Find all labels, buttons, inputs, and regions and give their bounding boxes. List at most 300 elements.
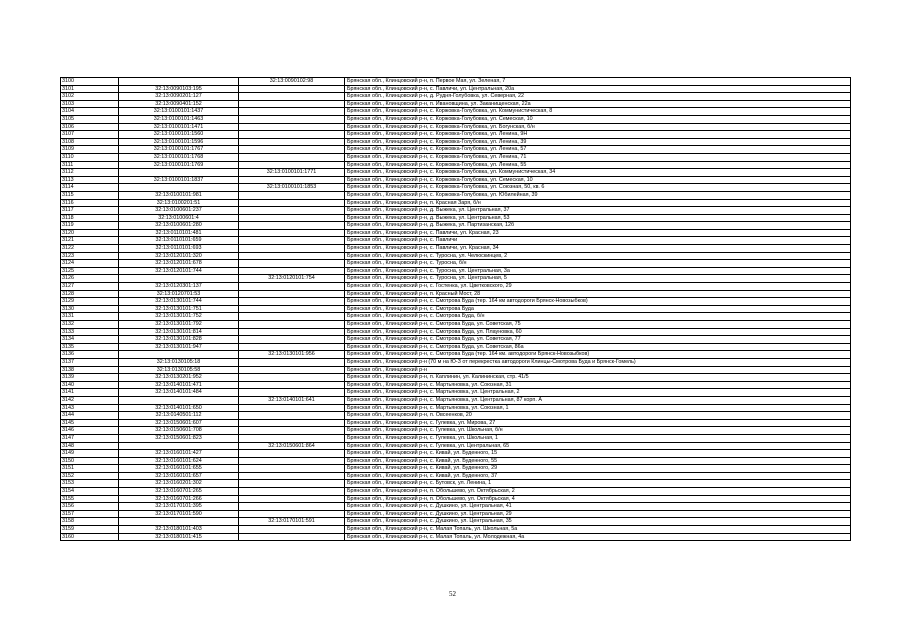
row-number-cell: 3112	[61, 169, 119, 177]
cadastral-number-alt-cell	[239, 100, 345, 108]
row-number-cell: 3146	[61, 427, 119, 435]
cadastral-number-cell: 32:13:0160101:427	[119, 450, 239, 458]
cadastral-number-cell: 32:13:0120701:53	[119, 290, 239, 298]
table-row	[61, 366, 851, 374]
cadastral-number-alt-cell	[239, 267, 345, 275]
row-number-cell: 3104	[61, 108, 119, 116]
cadastral-number-alt-cell	[239, 526, 345, 534]
address-cell: Брянская обл., Клинцовский р-н (70 м на Ю-З от перекрестка автодороги Клинцы-Смотрова Буда и Брянск-Гомель)	[345, 358, 851, 366]
row-number-cell: 3140	[61, 381, 119, 389]
address-cell: Брянская обл., Клинцовский р-н, с. Смотрова Буда (тер. 164 км автодороги Брянск-Новозыбков)	[345, 298, 851, 306]
cadastral-number-alt-cell	[239, 146, 345, 154]
cadastral-number-alt-cell	[239, 260, 345, 268]
row-number-cell: 3148	[61, 442, 119, 450]
cadastral-number-alt-cell	[239, 123, 345, 131]
cadastral-number-alt-cell	[239, 404, 345, 412]
row-number-cell: 3116	[61, 199, 119, 207]
table-row	[61, 131, 851, 139]
row-number-cell: 3137	[61, 358, 119, 366]
cadastral-number-cell: 32:13:0100101:1769	[119, 161, 239, 169]
table-row	[61, 343, 851, 351]
address-cell: Брянская обл., Клинцовский р-н, с. Смотрова Буда, ул. Советская, 75	[345, 321, 851, 329]
row-number-cell: 3115	[61, 191, 119, 199]
row-number-cell: 3136	[61, 351, 119, 359]
row-number-cell: 3107	[61, 131, 119, 139]
address-cell: Брянская обл., Клинцовский р-н, с. Коржовка-Голубовка, ул. Семеская, 10	[345, 115, 851, 123]
address-cell: Брянская обл., Клинцовский р-н, д. Рудня-Голубовка, ул. Северная, 22	[345, 93, 851, 101]
row-number-cell: 3111	[61, 161, 119, 169]
address-cell: Брянская обл., Клинцовский р-н, с. Павличи, ул. Центральная, 20а	[345, 85, 851, 93]
cadastral-number-alt-cell	[239, 108, 345, 116]
cadastral-number-alt-cell	[239, 427, 345, 435]
cadastral-number-cell	[119, 169, 239, 177]
row-number-cell: 3159	[61, 526, 119, 534]
address-cell: Брянская обл., Клинцовский р-н, с. Кивай, ул. Буденного, 29	[345, 465, 851, 473]
address-cell: Брянская обл., Клинцовский р-н, с. Душкино, ул. Центральная, 35	[345, 518, 851, 526]
table-row	[61, 518, 851, 526]
cadastral-number-cell	[119, 78, 239, 86]
table-row	[61, 419, 851, 427]
address-cell: Брянская обл., Клинцовский р-н, с. Смотрова Буда (тер. 164 км. автодороги Брянск-Новозыбков)	[345, 351, 851, 359]
table-row	[61, 503, 851, 511]
address-cell: Брянская обл., Клинцовский р-н, с. Гулевка, ул. Центральная, 65	[345, 442, 851, 450]
table-row	[61, 495, 851, 503]
address-cell: Брянская обл., Клинцовский р-н, с. Коржовка-Голубовка, ул. Ленина, 57	[345, 146, 851, 154]
row-number-cell: 3149	[61, 450, 119, 458]
cadastral-number-alt-cell	[239, 245, 345, 253]
row-number-cell: 3142	[61, 396, 119, 404]
cadastral-number-cell: 32:13:0130105:18	[119, 358, 239, 366]
table-row	[61, 457, 851, 465]
row-number-cell: 3153	[61, 480, 119, 488]
address-cell: Брянская обл., Клинцовский р-н, с. Душкино, ул. Центральная, 29	[345, 510, 851, 518]
table-row	[61, 214, 851, 222]
cadastral-number-alt-cell	[239, 366, 345, 374]
cadastral-number-alt-cell	[239, 305, 345, 313]
table-row	[61, 321, 851, 329]
cadastral-number-alt-cell	[239, 336, 345, 344]
cadastral-number-cell: 32:13:0180101:403	[119, 526, 239, 534]
row-number-cell: 3154	[61, 488, 119, 496]
cadastral-number-alt-cell	[239, 419, 345, 427]
row-number-cell: 3100	[61, 78, 119, 86]
cadastral-number-alt-cell	[239, 138, 345, 146]
row-number-cell: 3130	[61, 305, 119, 313]
cadastral-number-alt-cell	[239, 472, 345, 480]
cadastral-number-cell: 32:13:0120301:137	[119, 283, 239, 291]
cadastral-number-alt-cell	[239, 298, 345, 306]
cadastral-number-cell: 32:13:0090401:152	[119, 100, 239, 108]
cadastral-number-alt-cell	[239, 412, 345, 420]
table-row	[61, 184, 851, 192]
cadastral-number-alt-cell	[239, 510, 345, 518]
table-row	[61, 336, 851, 344]
table-row	[61, 533, 851, 541]
table-row	[61, 313, 851, 321]
row-number-cell: 3106	[61, 123, 119, 131]
cadastral-number-cell: 32:13:0100101:1437	[119, 108, 239, 116]
table-row	[61, 199, 851, 207]
cadastral-number-alt-cell	[239, 283, 345, 291]
address-cell: Брянская обл., Клинцовский р-н, п. Каплинин, ул. Калининская, стр. 41/5	[345, 374, 851, 382]
row-number-cell: 3103	[61, 100, 119, 108]
address-cell: Брянская обл., Клинцовский р-н, с. Мартьяновка, ул. Союзная, 31	[345, 381, 851, 389]
cadastral-number-alt-cell: 32:13:0130101:956	[239, 351, 345, 359]
address-cell: Брянская обл., Клинцовский р-н, п. Красная Заря, б/н	[345, 199, 851, 207]
address-cell: Брянская обл., Клинцовский р-н	[345, 366, 851, 374]
table-row	[61, 108, 851, 116]
address-cell: Брянская обл., Клинцовский р-н, д. Выжека, ул. Центральная, 37	[345, 207, 851, 215]
cadastral-number-cell: 32:13:0100601:280	[119, 222, 239, 230]
address-cell: Брянская обл., Клинцовский р-н, с. Гулевка, ул. Школьная, 1	[345, 434, 851, 442]
address-cell: Брянская обл., Клинцовский р-н, с. Малая Топаль, ул. Школьная, 5а	[345, 526, 851, 534]
table-row	[61, 229, 851, 237]
table-row	[61, 434, 851, 442]
address-cell: Брянская обл., Клинцовский р-н, с. Коржовка-Голубовка, ул. Семеская, 10	[345, 176, 851, 184]
cadastral-number-alt-cell	[239, 252, 345, 260]
cadastral-number-cell	[119, 518, 239, 526]
address-cell: Брянская обл., Клинцовский р-н, с. Павличи, ул. Красная, 34	[345, 245, 851, 253]
address-cell: Брянская обл., Клинцовский р-н, с. Душкино, ул. Центральная, 41	[345, 503, 851, 511]
row-number-cell: 3110	[61, 153, 119, 161]
address-cell: Брянская обл., Клинцовский р-н, с. Коржовка-Голубовка, ул. Ленина, 71	[345, 153, 851, 161]
address-cell: Брянская обл., Клинцовский р-н, п. Обольшево, ул. Октябрьская, 4	[345, 495, 851, 503]
cadastral-number-cell: 32:13:0130201:952	[119, 374, 239, 382]
cadastral-number-alt-cell: 32:13:0090102:98	[239, 78, 345, 86]
row-number-cell: 3139	[61, 374, 119, 382]
row-number-cell: 3144	[61, 412, 119, 420]
cadastral-number-cell: 32:13:0100101:1768	[119, 153, 239, 161]
table-row	[61, 488, 851, 496]
table-row	[61, 389, 851, 397]
table-row	[61, 85, 851, 93]
cadastral-number-cell: 32:13:0130101:828	[119, 336, 239, 344]
row-number-cell: 3138	[61, 366, 119, 374]
cadastral-number-alt-cell	[239, 214, 345, 222]
table-row	[61, 450, 851, 458]
registry-table	[60, 77, 851, 541]
address-cell: Брянская обл., Клинцовский р-н, с. Мартьяновка, ул. Центральная, 2	[345, 389, 851, 397]
cadastral-number-cell: 32:13:0150601:823	[119, 434, 239, 442]
cadastral-number-cell: 32:13:0100101:1463	[119, 115, 239, 123]
row-number-cell: 3118	[61, 214, 119, 222]
address-cell: Брянская обл., Клинцовский р-н, с. Туросна, б/н	[345, 260, 851, 268]
table-row	[61, 237, 851, 245]
cadastral-number-cell: 32:13:0100101:1767	[119, 146, 239, 154]
table-row	[61, 404, 851, 412]
row-number-cell: 3155	[61, 495, 119, 503]
address-cell: Брянская обл., Клинцовский р-н, с. Павличи	[345, 237, 851, 245]
cadastral-number-cell: 32:13:0140101:471	[119, 381, 239, 389]
cadastral-number-alt-cell: 32:13:0100101:1771	[239, 169, 345, 177]
cadastral-number-cell: 32:13:0160701:265	[119, 488, 239, 496]
table-row	[61, 191, 851, 199]
row-number-cell: 3132	[61, 321, 119, 329]
cadastral-number-cell: 32:13:0160101:655	[119, 465, 239, 473]
cadastral-number-alt-cell	[239, 229, 345, 237]
cadastral-number-cell: 32:13:0110101:693	[119, 245, 239, 253]
row-number-cell: 3121	[61, 237, 119, 245]
address-cell: Брянская обл., Клинцовский р-н, с. Бутовск, ул. Ленина, 1	[345, 480, 851, 488]
address-cell: Брянская обл., Клинцовский р-н, с. Кивай, ул. Буденного, 15	[345, 450, 851, 458]
address-cell: Брянская обл., Клинцовский р-н, п. Красный Мост, 28	[345, 290, 851, 298]
address-cell: Брянская обл., Клинцовский р-н, п. Первое Мая, ул. Зеленая, 7	[345, 78, 851, 86]
table-row	[61, 267, 851, 275]
row-number-cell: 3117	[61, 207, 119, 215]
row-number-cell: 3150	[61, 457, 119, 465]
cadastral-number-cell: 32:13:0090103:195	[119, 85, 239, 93]
table-row	[61, 510, 851, 518]
row-number-cell: 3101	[61, 85, 119, 93]
table-row	[61, 351, 851, 359]
cadastral-number-alt-cell	[239, 115, 345, 123]
cadastral-number-cell: 32:13:0110101:659	[119, 237, 239, 245]
address-cell: Брянская обл., Клинцовский р-н, с. Смотрова Буда, ул. Советская, 86а	[345, 343, 851, 351]
address-cell: Брянская обл., Клинцовский р-н, д. Выжека, ул. Центральная, 53	[345, 214, 851, 222]
row-number-cell: 3109	[61, 146, 119, 154]
cadastral-number-alt-cell	[239, 488, 345, 496]
table-row	[61, 472, 851, 480]
cadastral-number-alt-cell	[239, 176, 345, 184]
cadastral-number-alt-cell	[239, 495, 345, 503]
table-row	[61, 245, 851, 253]
cadastral-number-cell: 32:13:0170101:395	[119, 503, 239, 511]
row-number-cell: 3123	[61, 252, 119, 260]
table-row	[61, 146, 851, 154]
cadastral-number-cell: 32:13:0100101:1560	[119, 131, 239, 139]
address-cell: Брянская обл., Клинцовский р-н, с. Коржовка-Голубовка, ул. Коммунистическая, 8	[345, 108, 851, 116]
cadastral-number-cell: 32:13:0160201:302	[119, 480, 239, 488]
table-row	[61, 161, 851, 169]
table-row	[61, 412, 851, 420]
row-number-cell: 3158	[61, 518, 119, 526]
cadastral-number-cell: 32:13:0120101:320	[119, 252, 239, 260]
address-cell: Брянская обл., Клинцовский р-н, п. Обольшево, ул. Октябрьская, 2	[345, 488, 851, 496]
address-cell: Брянская обл., Клинцовский р-н, с. Гостенка, ул. Цветковского, 29	[345, 283, 851, 291]
cadastral-number-alt-cell	[239, 161, 345, 169]
row-number-cell: 3127	[61, 283, 119, 291]
cadastral-number-alt-cell	[239, 313, 345, 321]
row-number-cell: 3134	[61, 336, 119, 344]
cadastral-number-cell: 32:13:0130101:792	[119, 321, 239, 329]
row-number-cell: 3157	[61, 510, 119, 518]
cadastral-number-cell: 32:13:0160701:266	[119, 495, 239, 503]
row-number-cell: 3128	[61, 290, 119, 298]
table-row	[61, 207, 851, 215]
row-number-cell: 3129	[61, 298, 119, 306]
cadastral-number-alt-cell: 32:13:0100101:1853	[239, 184, 345, 192]
table-row	[61, 381, 851, 389]
cadastral-number-cell: 32:13:0170101:590	[119, 510, 239, 518]
table-row	[61, 305, 851, 313]
cadastral-number-cell: 32:13:0100201:51	[119, 199, 239, 207]
row-number-cell: 3102	[61, 93, 119, 101]
cadastral-number-cell: 32:13:0130101:751	[119, 305, 239, 313]
cadastral-number-cell: 32:13:0130101:947	[119, 343, 239, 351]
table-row	[61, 78, 851, 86]
cadastral-number-alt-cell	[239, 131, 345, 139]
cadastral-number-cell: 32:13:0130101:814	[119, 328, 239, 336]
address-cell: Брянская обл., Клинцовский р-н, п. Овсеенков, 20	[345, 412, 851, 420]
table-row	[61, 427, 851, 435]
cadastral-number-cell: 32:13:0120101:744	[119, 267, 239, 275]
address-cell: Брянская обл., Клинцовский р-н, с. Кивай, ул. Буденного, 37	[345, 472, 851, 480]
cadastral-number-alt-cell	[239, 343, 345, 351]
row-number-cell: 3125	[61, 267, 119, 275]
address-cell: Брянская обл., Клинцовский р-н, с. Туросна, ул. Центральная, 5	[345, 275, 851, 283]
cadastral-number-cell: 32:13:0130105:58	[119, 366, 239, 374]
cadastral-number-cell: 32:13:0160101:624	[119, 457, 239, 465]
cadastral-number-alt-cell	[239, 374, 345, 382]
cadastral-number-cell: 32:13:0100101:1837	[119, 176, 239, 184]
cadastral-number-cell: 32:13:0110101:481	[119, 229, 239, 237]
table-row	[61, 465, 851, 473]
address-cell: Брянская обл., Клинцовский р-н, с. Малая Топаль, ул. Молодежная, 4а	[345, 533, 851, 541]
address-cell: Брянская обл., Клинцовский р-н, с. Гулевка, ул. Мирова, 27	[345, 419, 851, 427]
cadastral-number-alt-cell	[239, 503, 345, 511]
address-cell: Брянская обл., Клинцовский р-н, с. Туросна, ул. Центральная, 3а	[345, 267, 851, 275]
table-row	[61, 480, 851, 488]
table-row	[61, 283, 851, 291]
row-number-cell: 3141	[61, 389, 119, 397]
cadastral-number-cell: 32:13:0100601:4	[119, 214, 239, 222]
address-cell: Брянская обл., Клинцовский р-н, с. Туросна, ул. Челюскинцев, 2	[345, 252, 851, 260]
cadastral-number-cell: 32:13:0100101:1596	[119, 138, 239, 146]
cadastral-number-cell	[119, 351, 239, 359]
table-row	[61, 396, 851, 404]
row-number-cell: 3143	[61, 404, 119, 412]
cadastral-number-alt-cell: 32:13:0120101:754	[239, 275, 345, 283]
row-number-cell: 3160	[61, 533, 119, 541]
table-row	[61, 115, 851, 123]
table-row	[61, 526, 851, 534]
address-cell: Брянская обл., Клинцовский р-н, с. Коржовка-Голубовка, ул. Ленина, 39	[345, 138, 851, 146]
cadastral-number-cell: 32:13:0150601:607	[119, 419, 239, 427]
cadastral-number-alt-cell	[239, 290, 345, 298]
address-cell: Брянская обл., Клинцовский р-н, с. Смотрова Буда	[345, 305, 851, 313]
cadastral-number-cell: 32:13:0100101:981	[119, 191, 239, 199]
address-cell: Брянская обл., Клинцовский р-н, с. Коржовка-Голубовка, ул. Юбилейная, 39	[345, 191, 851, 199]
row-number-cell: 3147	[61, 434, 119, 442]
cadastral-number-alt-cell	[239, 533, 345, 541]
cadastral-number-cell: 32:13:0130101:744	[119, 298, 239, 306]
cadastral-number-cell: 32:13:0100101:1471	[119, 123, 239, 131]
cadastral-number-alt-cell	[239, 358, 345, 366]
cadastral-number-alt-cell: 32:13:0170101:591	[239, 518, 345, 526]
cadastral-number-alt-cell	[239, 457, 345, 465]
row-number-cell: 3145	[61, 419, 119, 427]
address-cell: Брянская обл., Клинцовский р-н, с. Коржовка-Голубовка, ул. Ленина, 9Н	[345, 131, 851, 139]
table-row	[61, 275, 851, 283]
row-number-cell: 3151	[61, 465, 119, 473]
cadastral-number-cell: 32:13:0150601:708	[119, 427, 239, 435]
cadastral-number-cell: 32:13:0140101:650	[119, 404, 239, 412]
address-cell: Брянская обл., Клинцовский р-н, с. Мартьяновка, ул. Союзная, 1	[345, 404, 851, 412]
cadastral-number-cell: 32:13:0090201:127	[119, 93, 239, 101]
registry-table-body	[61, 78, 851, 541]
cadastral-number-cell	[119, 275, 239, 283]
address-cell: Брянская обл., Клинцовский р-н, п. Ивановщина, ул. Заканищенская, 22а	[345, 100, 851, 108]
table-row	[61, 442, 851, 450]
table-row	[61, 138, 851, 146]
address-cell: Брянская обл., Клинцовский р-н, с. Коржовка-Голубовка, ул. Богунская, б/н	[345, 123, 851, 131]
table-row	[61, 153, 851, 161]
address-cell: Брянская обл., Клинцовский р-н, с. Гулевка, ул. Школьная, б/н	[345, 427, 851, 435]
cadastral-number-alt-cell	[239, 153, 345, 161]
row-number-cell: 3114	[61, 184, 119, 192]
row-number-cell: 3131	[61, 313, 119, 321]
table-row	[61, 252, 851, 260]
cadastral-number-cell: 32:13:0180101:415	[119, 533, 239, 541]
row-number-cell: 3113	[61, 176, 119, 184]
address-cell: Брянская обл., Клинцовский р-н, д. Выжека, ул. Партизанская, 12б	[345, 222, 851, 230]
cadastral-number-cell: 32:13:0160101:657	[119, 472, 239, 480]
cadastral-number-alt-cell	[239, 199, 345, 207]
table-row	[61, 100, 851, 108]
table-row	[61, 222, 851, 230]
cadastral-number-alt-cell	[239, 93, 345, 101]
row-number-cell: 3124	[61, 260, 119, 268]
cadastral-number-cell: 32:13:0120101:678	[119, 260, 239, 268]
row-number-cell: 3156	[61, 503, 119, 511]
row-number-cell: 3108	[61, 138, 119, 146]
cadastral-number-alt-cell	[239, 381, 345, 389]
row-number-cell: 3126	[61, 275, 119, 283]
row-number-cell: 3135	[61, 343, 119, 351]
cadastral-number-alt-cell: 32:13:0140101:641	[239, 396, 345, 404]
row-number-cell: 3119	[61, 222, 119, 230]
cadastral-number-alt-cell	[239, 465, 345, 473]
cadastral-number-cell: 32:13:0100601:237	[119, 207, 239, 215]
cadastral-number-alt-cell: 32:13:0150601:864	[239, 442, 345, 450]
table-row	[61, 358, 851, 366]
row-number-cell: 3122	[61, 245, 119, 253]
address-cell: Брянская обл., Клинцовский р-н, с. Коржовка-Голубовка, ул. Союзная, 50, кв. 6	[345, 184, 851, 192]
table-row	[61, 290, 851, 298]
cadastral-number-alt-cell	[239, 321, 345, 329]
cadastral-number-alt-cell	[239, 328, 345, 336]
row-number-cell: 3133	[61, 328, 119, 336]
table-row	[61, 169, 851, 177]
table-row	[61, 176, 851, 184]
address-cell: Брянская обл., Клинцовский р-н, с. Смотрова Буда, ул. Советская, 77	[345, 336, 851, 344]
address-cell: Брянская обл., Клинцовский р-н, с. Мартьяновка, ул. Центральная, 87 корп. А	[345, 396, 851, 404]
cadastral-number-alt-cell	[239, 85, 345, 93]
row-number-cell: 3105	[61, 115, 119, 123]
table-row	[61, 260, 851, 268]
table-row	[61, 374, 851, 382]
table-row	[61, 298, 851, 306]
cadastral-number-alt-cell	[239, 191, 345, 199]
address-cell: Брянская обл., Клинцовский р-н, с. Смотрова Буда, б/н	[345, 313, 851, 321]
page-number: 52	[449, 590, 456, 598]
cadastral-number-cell: 32:13:0140101:484	[119, 389, 239, 397]
cadastral-number-alt-cell	[239, 434, 345, 442]
address-cell: Брянская обл., Клинцовский р-н, с. Павличи, ул. Красная, 23	[345, 229, 851, 237]
cadastral-number-alt-cell	[239, 207, 345, 215]
address-cell: Брянская обл., Клинцовский р-н, с. Кивай, ул. Буденного, 55	[345, 457, 851, 465]
table-row	[61, 123, 851, 131]
address-cell: Брянская обл., Клинцовский р-н, с. Смотрова Буда, ул. Плауновка, 60	[345, 328, 851, 336]
cadastral-number-alt-cell	[239, 389, 345, 397]
cadastral-number-cell	[119, 442, 239, 450]
cadastral-number-cell: 32:13:0140501:112	[119, 412, 239, 420]
cadastral-number-alt-cell	[239, 222, 345, 230]
row-number-cell: 3152	[61, 472, 119, 480]
row-number-cell: 3120	[61, 229, 119, 237]
cadastral-number-alt-cell	[239, 480, 345, 488]
cadastral-number-alt-cell	[239, 237, 345, 245]
